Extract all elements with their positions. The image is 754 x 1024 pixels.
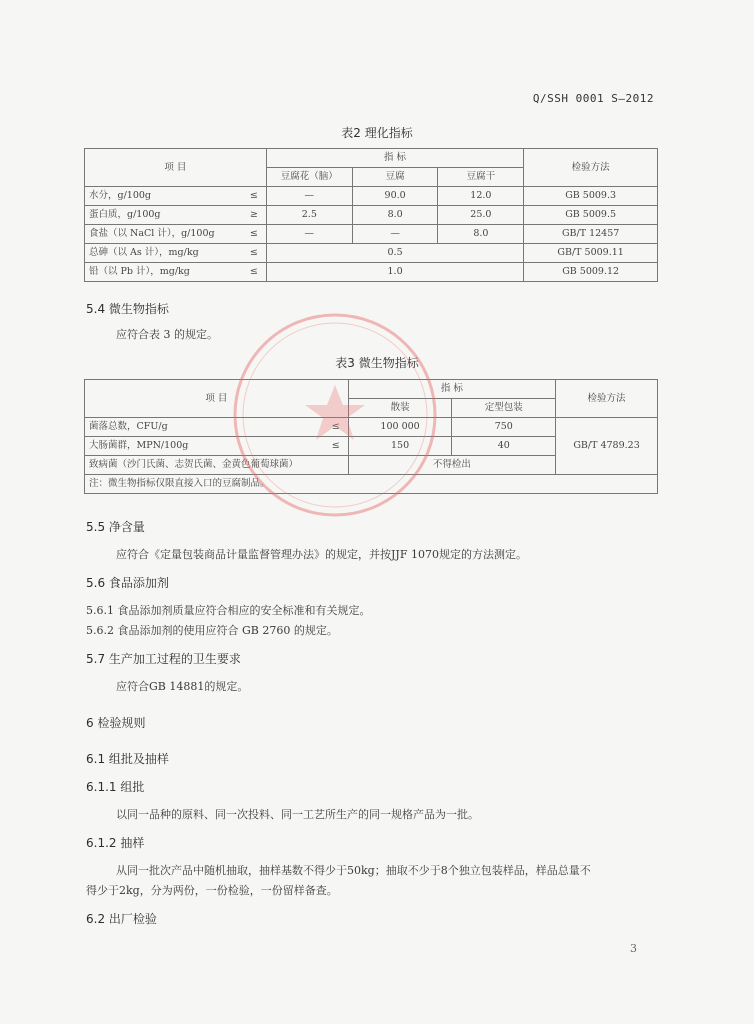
t2-method: GB 5009.3 bbox=[524, 187, 658, 206]
t2-method: GB 5009.5 bbox=[524, 206, 658, 225]
t3-item: 大肠菌群，MPN/100g bbox=[85, 437, 317, 456]
t2-value: — bbox=[266, 225, 352, 244]
table2-physicochemical bbox=[84, 148, 658, 282]
t2-subcol: 豆腐干 bbox=[438, 168, 524, 187]
t2-item: 蛋白质，g/100g bbox=[85, 206, 235, 225]
t2-value-merged: 1.0 bbox=[266, 263, 523, 282]
t3-value: 750 bbox=[452, 418, 556, 437]
t2-value: — bbox=[352, 225, 438, 244]
paragraph: 应符合《定量包装商品计量监督管理办法》的规定，并按JJF 1070规定的方法测定。 bbox=[116, 548, 527, 561]
t2-subcol: 豆腐 bbox=[352, 168, 438, 187]
t3-method: GB/T 4789.23 bbox=[556, 418, 658, 475]
paragraph: 从同一批次产品中随机抽取，抽样基数不得少于50kg；抽取不少于8个独立包装样品，样品总量不 bbox=[116, 864, 591, 877]
t2-value: 25.0 bbox=[438, 206, 524, 225]
t2-header-item: 项 目 bbox=[85, 149, 267, 187]
t2-sym: ≤ bbox=[234, 225, 266, 244]
table2-caption: 表2 理化指标 bbox=[341, 126, 413, 140]
t2-value: 8.0 bbox=[438, 225, 524, 244]
paragraph: 应符合表 3 的规定。 bbox=[116, 328, 218, 341]
paragraph: 以同一品种的原料、同一次投料、同一工艺所生产的同一规格产品为一批。 bbox=[116, 808, 479, 821]
t2-value: — bbox=[266, 187, 352, 206]
section-heading: 5.7 生产加工过程的卫生要求 bbox=[86, 652, 241, 666]
t3-sym: ≤ bbox=[316, 437, 348, 456]
t3-header-item: 项 目 bbox=[85, 380, 349, 418]
t3-subcol: 散装 bbox=[348, 399, 452, 418]
t3-subcol: 定型包装 bbox=[452, 399, 556, 418]
table-row bbox=[85, 263, 658, 282]
t3-value: 40 bbox=[452, 437, 556, 456]
table-row bbox=[85, 206, 658, 225]
t2-item: 总砷（以 As 计），mg/kg bbox=[85, 244, 235, 263]
table-row bbox=[85, 187, 658, 206]
t2-method: GB/T 5009.11 bbox=[524, 244, 658, 263]
section-heading: 6.1.2 抽样 bbox=[86, 836, 145, 850]
table-row bbox=[85, 244, 658, 263]
t2-value: 2.5 bbox=[266, 206, 352, 225]
t2-sym: ≥ bbox=[234, 206, 266, 225]
t3-header-index: 指 标 bbox=[348, 380, 555, 399]
t2-value: 8.0 bbox=[352, 206, 438, 225]
document-code: Q/SSH 0001 S—2012 bbox=[532, 92, 654, 105]
t3-value: 150 bbox=[348, 437, 452, 456]
table-row bbox=[85, 475, 658, 494]
section-heading: 5.4 微生物指标 bbox=[86, 302, 169, 316]
paragraph: 应符合GB 14881的规定。 bbox=[116, 680, 249, 693]
t2-value: 12.0 bbox=[438, 187, 524, 206]
section-heading: 5.6 食品添加剂 bbox=[86, 576, 169, 590]
t2-item: 食盐（以 NaCl 计），g/100g bbox=[85, 225, 235, 244]
section-heading: 6 检验规则 bbox=[86, 716, 146, 730]
table-row bbox=[85, 418, 658, 437]
t3-item: 菌落总数，CFU/g bbox=[85, 418, 317, 437]
table-row bbox=[85, 225, 658, 244]
t3-pathogen-value: 不得检出 bbox=[348, 456, 555, 475]
t2-sym: ≤ bbox=[234, 187, 266, 206]
section-heading: 6.1.1 组批 bbox=[86, 780, 145, 794]
section-heading: 5.5 净含量 bbox=[86, 520, 145, 534]
t2-sym: ≤ bbox=[234, 263, 266, 282]
t2-subcol: 豆腐花（脑） bbox=[266, 168, 352, 187]
t2-sym: ≤ bbox=[234, 244, 266, 263]
table3-microbiological bbox=[84, 379, 658, 494]
t2-value: 90.0 bbox=[352, 187, 438, 206]
t2-item: 铅（以 Pb 计），mg/kg bbox=[85, 263, 235, 282]
t3-pathogen-item: 致病菌（沙门氏菌、志贺氏菌、金黄色葡萄球菌） bbox=[85, 456, 349, 475]
t2-header-method: 检验方法 bbox=[524, 149, 658, 187]
t2-method: GB/T 12457 bbox=[524, 225, 658, 244]
paragraph: 5.6.1 食品添加剂质量应符合相应的安全标准和有关规定。 bbox=[86, 604, 371, 617]
t2-header-index: 指 标 bbox=[266, 149, 523, 168]
t2-item: 水分，g/100g bbox=[85, 187, 235, 206]
table3-caption: 表3 微生物指标 bbox=[335, 356, 419, 370]
t3-value: 100 000 bbox=[348, 418, 452, 437]
t3-note: 注：微生物指标仅限直接入口的豆腐制品。 bbox=[85, 475, 658, 494]
paragraph: 5.6.2 食品添加剂的使用应符合 GB 2760 的规定。 bbox=[86, 624, 338, 637]
page-number: 3 bbox=[630, 942, 637, 955]
section-heading: 6.1 组批及抽样 bbox=[86, 752, 169, 766]
paragraph: 得少于2kg，分为两份，一份检验，一份留样备查。 bbox=[86, 884, 338, 897]
t2-method: GB 5009.12 bbox=[524, 263, 658, 282]
section-heading: 6.2 出厂检验 bbox=[86, 912, 157, 926]
t2-value-merged: 0.5 bbox=[266, 244, 523, 263]
t3-header-method: 检验方法 bbox=[556, 380, 658, 418]
t3-sym: ≤ bbox=[316, 418, 348, 437]
